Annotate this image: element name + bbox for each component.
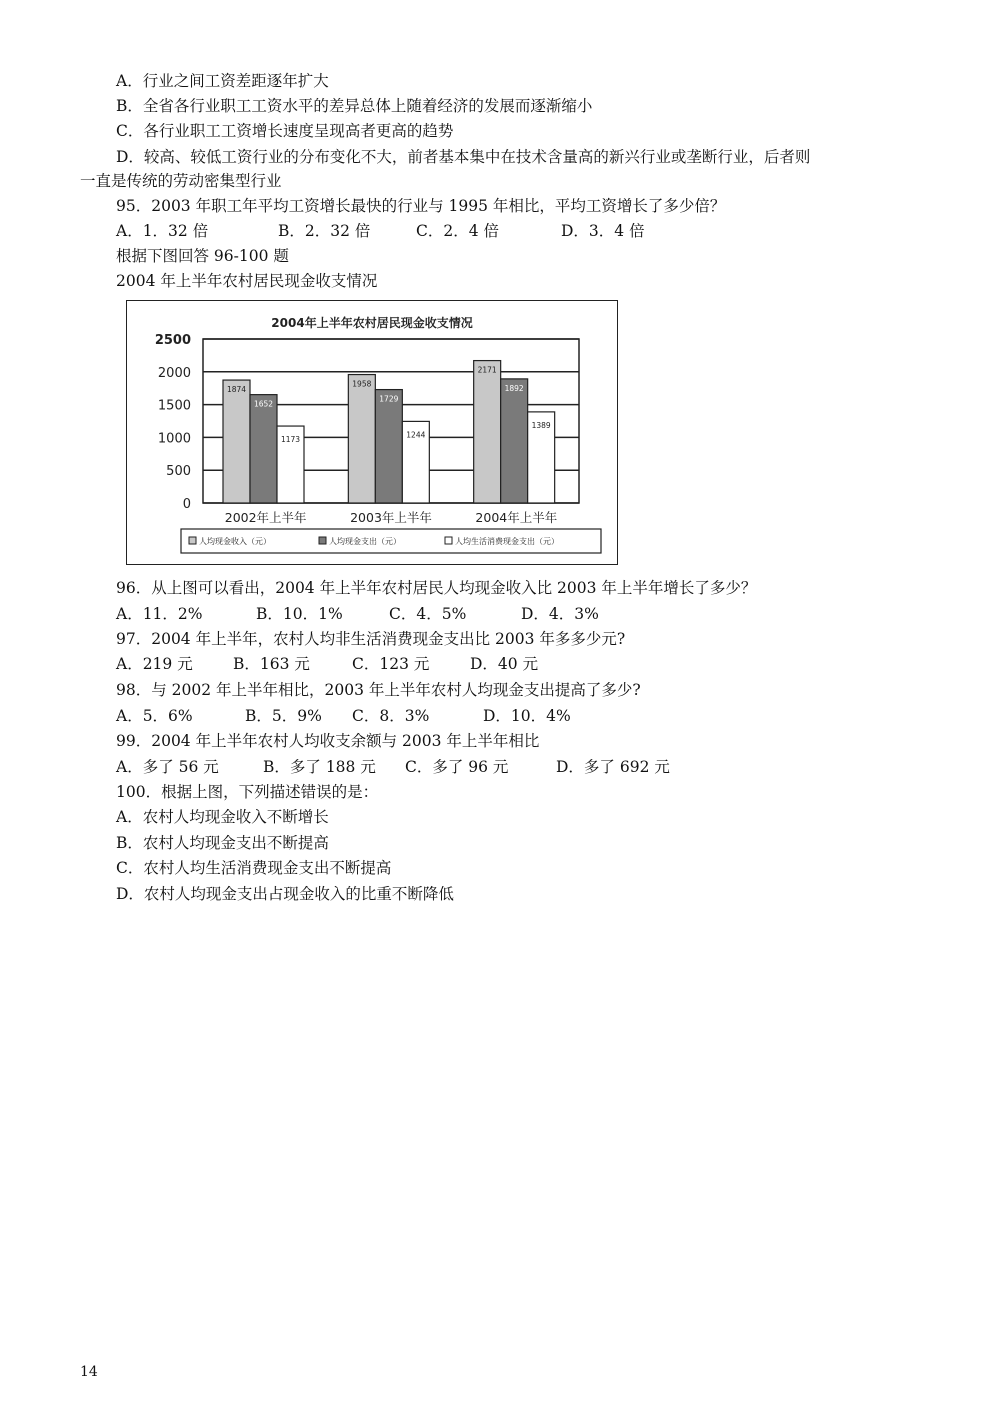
q100-option-c: C．农村人均生活消费现金支出不断提高 — [116, 859, 392, 877]
q95-options — [116, 220, 645, 242]
chart-caption: 2004 年上半年农村居民现金收支情况 — [116, 272, 378, 290]
q97-option-b: B．163 元 — [233, 655, 310, 673]
bar — [375, 390, 402, 503]
q96-option-b: B．10．1% — [256, 605, 343, 623]
bar — [501, 379, 528, 503]
q98-question: 98．与 2002 年上半年相比，2003 年上半年农村人均现金支出提高了多少? — [116, 681, 641, 699]
q94-option-c: C．各行业职工工资增长速度呈现高者更高的趋势 — [116, 122, 454, 140]
q99-option-c: C．多了 96 元 — [405, 758, 509, 776]
q99-option-b: B．多了 188 元 — [263, 758, 376, 776]
category-label: 2004年上半年 — [475, 510, 558, 525]
chart-frame — [126, 300, 618, 565]
bar-value-label: 2171 — [477, 365, 497, 375]
bar-value-label: 1958 — [352, 379, 372, 389]
q99-question: 99．2004 年上半年农村人均收支余额与 2003 年上半年相比 — [116, 732, 540, 750]
legend-label: 人均现金支出（元） — [329, 537, 401, 546]
q94-option-d-line2: 一直是传统的劳动密集型行业 — [80, 172, 282, 190]
bar-value-label: 1389 — [531, 420, 551, 430]
bar — [223, 380, 250, 503]
chart-title: 2004年上半年农村居民现金收支情况 — [271, 316, 473, 330]
y-tick-label: 1500 — [157, 398, 191, 414]
q97-option-d: D．40 元 — [470, 655, 539, 673]
category-label: 2002年上半年 — [224, 510, 307, 525]
q99-option-d: D．多了 692 元 — [556, 758, 670, 776]
q96-option-a: A．11．2% — [116, 605, 203, 623]
page-number: 14 — [80, 1364, 98, 1380]
q98-options — [116, 705, 571, 727]
bar-value-label: 1874 — [226, 385, 247, 395]
legend-swatch — [319, 537, 326, 544]
q99-options — [116, 756, 670, 778]
q97-option-c: C．123 元 — [352, 655, 430, 673]
bar — [348, 375, 375, 503]
y-tick-label: 500 — [166, 464, 191, 480]
q98-option-a: A．5．6% — [116, 707, 193, 725]
q95-option-a: A．1．32 倍 — [116, 222, 209, 240]
q96-option-d: D．4．3% — [521, 605, 599, 623]
q98-option-d: D．10．4% — [483, 707, 571, 725]
bar-value-label: 1652 — [253, 399, 274, 409]
y-tick-label: 2000 — [157, 365, 191, 381]
section-intro: 根据下图回答 96-100 题 — [116, 247, 289, 265]
legend-swatch — [189, 537, 196, 544]
q100-option-b: B．农村人均现金支出不断提高 — [116, 834, 329, 852]
q97-option-a: A．219 元 — [116, 655, 193, 673]
q94-option-b: B．全省各行业职工工资水平的差异总体上随着经济的发展而逐渐缩小 — [116, 97, 593, 115]
y-tick-label: 0 — [182, 497, 191, 512]
legend-swatch — [445, 537, 452, 544]
bar-value-label: 1892 — [504, 383, 524, 393]
bar — [474, 361, 501, 503]
bar — [250, 395, 277, 503]
y-tick-label: 1000 — [157, 431, 191, 447]
q96-option-c: C．4．5% — [389, 605, 467, 623]
q96-options — [116, 603, 599, 625]
legend-label: 人均生活消费现金支出（元） — [455, 537, 559, 546]
q99-option-a: A．多了 56 元 — [116, 758, 219, 776]
q95-option-d: D．3．4 倍 — [561, 222, 645, 240]
q98-option-b: B．5．9% — [245, 707, 322, 725]
bar-value-label: 1729 — [379, 394, 399, 404]
q100-option-a: A．农村人均现金收入不断增长 — [116, 808, 329, 826]
q98-option-c: C．8．3% — [352, 707, 430, 725]
bar-chart — [127, 301, 617, 564]
q96-question: 96．从上图可以看出，2004 年上半年农村居民人均现金收入比 2003 年上半年增长了多少？ — [116, 579, 757, 597]
q100-option-d: D．农村人均现金支出占现金收入的比重不断降低 — [116, 885, 454, 903]
q95-option-b: B．2．32 倍 — [278, 222, 371, 240]
q94-option-a: A．行业之间工资差距逐年扩大 — [116, 72, 329, 90]
q94-option-d-line1: D．较高、较低工资行业的分布变化不大，前者基本集中在技术含量高的新兴行业或垄断行业，后者则 — [116, 148, 811, 166]
q97-question: 97．2004 年上半年，农村人均非生活消费现金支出比 2003 年多多少元? — [116, 630, 626, 648]
legend-label: 人均现金收入（元） — [199, 537, 271, 546]
bar-value-label: 1173 — [280, 435, 301, 445]
q97-options — [116, 653, 538, 675]
q95-option-c: C．2．4 倍 — [416, 222, 500, 240]
bar-value-label: 1244 — [406, 430, 426, 440]
category-label: 2003年上半年 — [350, 510, 432, 525]
y-tick-label: 2500 — [154, 333, 191, 348]
q100-question: 100．根据上图，下列描述错误的是： — [116, 783, 379, 801]
q95-question: 95．2003 年职工年平均工资增长最快的行业与 1995 年相比，平均工资增长了多少倍？ — [116, 197, 726, 215]
